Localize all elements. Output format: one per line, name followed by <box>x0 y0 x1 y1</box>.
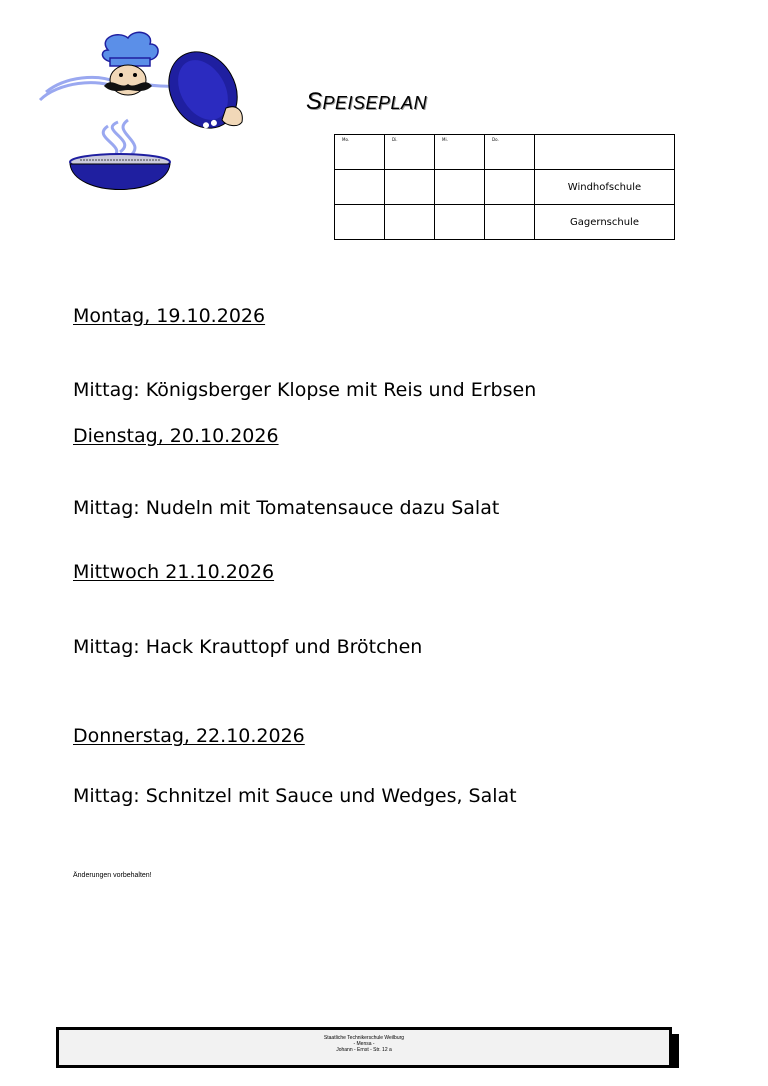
chef-logo-icon <box>38 30 248 210</box>
table-cell <box>485 170 535 205</box>
day-heading-tuesday: Dienstag, 20.10.2026 <box>73 425 279 447</box>
changes-note: Änderungen vorbehalten! <box>73 872 152 879</box>
table-cell: Di. <box>385 135 435 170</box>
table-row <box>335 170 675 205</box>
footer-line: Staatliche Technikerschule Weilburg <box>323 1035 405 1041</box>
footer-line: - Mensa - <box>353 1041 375 1047</box>
table-row <box>335 205 675 240</box>
meal-monday: Mittag: Königsberger Klopse mit Reis und Erbsen <box>73 379 537 401</box>
meal-wednesday: Mittag: Hack Krauttopf und Brötchen <box>73 636 423 658</box>
day-heading-thursday: Donnerstag, 22.10.2026 <box>73 725 305 747</box>
table-cell <box>435 205 485 240</box>
table-cell <box>435 170 485 205</box>
day-heading-monday: Montag, 19.10.2026 <box>73 305 266 327</box>
table-cell <box>385 205 435 240</box>
table-cell <box>385 170 435 205</box>
footer-line: Johann - Ernst - Str. 12 a <box>336 1047 392 1053</box>
footer-address <box>56 1027 672 1068</box>
page-title: SPEISEPLAN <box>306 88 428 115</box>
table-cell: Mo. <box>335 135 385 170</box>
table-cell <box>335 170 385 205</box>
table-cell <box>485 205 535 240</box>
table-row <box>335 135 675 170</box>
school-gagern: Gagernschule <box>535 205 675 240</box>
table-cell: Mi. <box>435 135 485 170</box>
school-windhof: Windhofschule <box>535 170 675 205</box>
table-cell <box>535 135 675 170</box>
table-cell <box>335 205 385 240</box>
meal-tuesday: Mittag: Nudeln mit Tomatensauce dazu Salat <box>73 497 500 519</box>
plan-table <box>334 134 675 240</box>
day-heading-wednesday: Mittwoch 21.10.2026 <box>73 561 275 583</box>
table-cell: Do. <box>485 135 535 170</box>
meal-thursday: Mittag: Schnitzel mit Sauce und Wedges, Salat <box>73 785 517 807</box>
